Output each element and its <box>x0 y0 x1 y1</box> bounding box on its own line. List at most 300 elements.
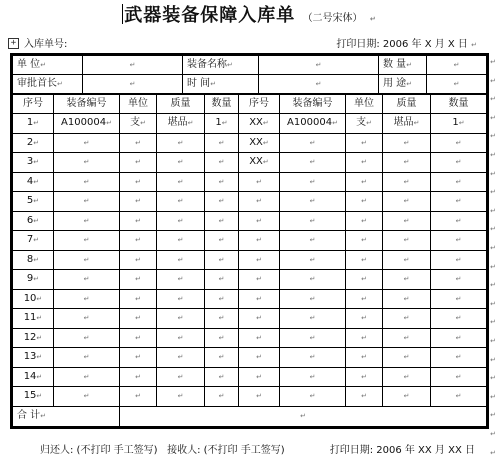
table-cell[interactable] <box>383 153 431 173</box>
table-cell[interactable] <box>239 387 280 407</box>
paragraph-mark: ↵ <box>135 333 141 342</box>
paragraph-mark: ↵ <box>413 119 420 128</box>
paragraph-mark: ↵ <box>33 216 40 225</box>
info-value[interactable] <box>83 75 183 94</box>
column-header-text: 质量 <box>396 98 417 109</box>
table-cell[interactable] <box>120 153 157 173</box>
table-cell-text: 11 <box>23 312 37 324</box>
paragraph-mark: ↵ <box>453 80 460 88</box>
table-cell-text: 4 <box>26 175 34 187</box>
info-label[interactable] <box>183 56 259 75</box>
table-cell[interactable] <box>205 270 239 290</box>
table-cell[interactable] <box>205 328 239 348</box>
table-cell[interactable] <box>54 192 120 212</box>
table-cell-text: XX <box>249 156 263 168</box>
paragraph-mark: ↵ <box>177 333 184 342</box>
table-cell[interactable] <box>346 172 383 192</box>
paragraph-mark: ↵ <box>455 314 462 323</box>
table-cell[interactable] <box>239 328 280 348</box>
table-cell[interactable] <box>54 309 120 329</box>
paragraph-mark: ↵ <box>361 314 367 323</box>
paragraph-mark: ↵ <box>309 333 316 342</box>
paragraph-mark: ↵ <box>36 353 43 362</box>
paragraph-mark: ↵ <box>218 372 225 381</box>
table-cell[interactable] <box>280 367 346 387</box>
paragraph-mark: ↵ <box>36 372 43 381</box>
paragraph-mark: ↵ <box>256 236 262 245</box>
table-cell[interactable] <box>383 270 431 290</box>
table-cell[interactable] <box>383 367 431 387</box>
paragraph-mark: ↵ <box>33 197 40 206</box>
table-cell[interactable] <box>54 172 120 192</box>
paragraph-mark: ↵ <box>256 275 262 284</box>
table-cell[interactable] <box>383 211 431 231</box>
paragraph-mark: ↵ <box>218 236 225 245</box>
table-cell[interactable] <box>120 309 157 329</box>
table-cell[interactable] <box>431 387 487 407</box>
paragraph-mark: ↵ <box>490 262 496 271</box>
paragraph-mark: ↵ <box>455 236 462 245</box>
table-cell[interactable] <box>205 309 239 329</box>
paragraph-mark: ↵ <box>455 353 462 362</box>
info-label-text: 用 途 <box>383 78 407 89</box>
table-cell[interactable] <box>280 192 346 212</box>
table-cell[interactable] <box>383 114 431 134</box>
table-cell[interactable] <box>157 192 205 212</box>
table-cell[interactable] <box>431 328 487 348</box>
table-cell[interactable] <box>13 309 54 329</box>
paragraph-mark: ↵ <box>403 372 410 381</box>
paragraph-mark: ↵ <box>106 119 112 128</box>
paragraph-mark: ↵ <box>218 138 225 147</box>
paragraph-mark: ↵ <box>455 392 462 401</box>
paragraph-mark: ↵ <box>309 177 316 186</box>
table-cell-text: A100004 <box>61 117 107 129</box>
paragraph-mark: ↵ <box>135 236 141 245</box>
table-row <box>13 114 487 134</box>
paragraph-mark: ↵ <box>309 138 316 147</box>
table-cell[interactable] <box>280 250 346 270</box>
table-cell[interactable] <box>280 309 346 329</box>
table-cell[interactable] <box>205 133 239 153</box>
paragraph-mark: ↵ <box>177 177 184 186</box>
paragraph-mark: ↵ <box>135 372 141 381</box>
paragraph-mark: ↵ <box>135 275 141 284</box>
table-cell[interactable] <box>280 348 346 368</box>
table-cell[interactable] <box>120 348 157 368</box>
table-cell[interactable] <box>239 367 280 387</box>
table-cell[interactable] <box>431 192 487 212</box>
table-cell[interactable] <box>239 270 280 290</box>
table-cell[interactable] <box>13 348 54 368</box>
column-header-text: 单位 <box>128 98 148 109</box>
paragraph-mark: ↵ <box>490 113 496 122</box>
table-cell[interactable] <box>383 328 431 348</box>
table-cell[interactable] <box>431 133 487 153</box>
paragraph-mark: ↵ <box>403 216 410 225</box>
info-label[interactable] <box>379 56 427 75</box>
table-cell[interactable] <box>431 289 487 309</box>
table-cell[interactable] <box>157 309 205 329</box>
paragraph-mark: ↵ <box>315 80 322 88</box>
table-cell[interactable] <box>13 367 54 387</box>
table-cell[interactable] <box>239 231 280 251</box>
paragraph-mark: ↵ <box>218 197 225 206</box>
paragraph-mark: ↵ <box>490 58 496 66</box>
table-cell[interactable] <box>346 348 383 368</box>
table-cell[interactable] <box>383 289 431 309</box>
table-cell[interactable] <box>205 231 239 251</box>
table-cell[interactable] <box>280 211 346 231</box>
info-value[interactable] <box>259 56 379 75</box>
table-cell[interactable] <box>120 328 157 348</box>
table-cell-text: 支 <box>130 117 141 129</box>
paragraph-mark: ↵ <box>40 61 47 69</box>
paragraph-mark: ↵ <box>309 236 316 245</box>
table-cell-text: 1 <box>452 117 459 129</box>
paragraph-mark: ↵ <box>403 314 410 323</box>
paragraph-mark: ↵ <box>403 197 410 206</box>
table-cell[interactable] <box>346 387 383 407</box>
paragraph-mark: ↵ <box>361 392 367 401</box>
paragraph-mark: ↵ <box>406 80 413 88</box>
table-move-handle-icon[interactable]: + <box>8 38 19 49</box>
table-cell[interactable] <box>13 231 54 251</box>
info-row <box>13 75 487 94</box>
table-cell[interactable] <box>157 231 205 251</box>
paragraph-mark: ↵ <box>83 216 90 225</box>
table-cell[interactable] <box>205 289 239 309</box>
table-cell[interactable] <box>120 172 157 192</box>
table-cell[interactable] <box>54 348 120 368</box>
table-cell[interactable] <box>280 133 346 153</box>
table-cell[interactable] <box>13 387 54 407</box>
table-cell[interactable] <box>13 211 54 231</box>
table-cell[interactable] <box>157 133 205 153</box>
table-cell[interactable] <box>54 328 120 348</box>
table-cell[interactable] <box>205 172 239 192</box>
table-row <box>13 172 487 192</box>
table-cell[interactable] <box>346 192 383 212</box>
paragraph-mark: ↵ <box>135 216 141 225</box>
table-cell[interactable] <box>239 289 280 309</box>
table-cell[interactable] <box>346 211 383 231</box>
table-cell[interactable] <box>239 250 280 270</box>
paragraph-mark: ↵ <box>218 216 225 225</box>
header-row <box>13 95 487 114</box>
column-header <box>13 95 54 114</box>
table-cell[interactable] <box>13 172 54 192</box>
entry-number-label: 入库单号: <box>24 39 68 50</box>
column-header <box>157 95 205 114</box>
table-cell[interactable] <box>157 250 205 270</box>
table-cell[interactable] <box>54 250 120 270</box>
paragraph-mark: ↵ <box>403 236 410 245</box>
table-cell[interactable] <box>239 133 280 153</box>
table-cell[interactable] <box>239 309 280 329</box>
column-header <box>383 95 431 114</box>
table-cell[interactable] <box>157 348 205 368</box>
info-label[interactable] <box>183 75 259 94</box>
paragraph-mark: ↵ <box>256 353 262 362</box>
table-cell[interactable] <box>280 270 346 290</box>
table-cell[interactable] <box>205 192 239 212</box>
table-row <box>13 387 487 407</box>
table-cell[interactable] <box>205 114 239 134</box>
table-cell[interactable] <box>239 211 280 231</box>
table-cell[interactable] <box>157 211 205 231</box>
table-cell[interactable] <box>54 367 120 387</box>
paragraph-mark: ↵ <box>140 119 146 128</box>
table-cell[interactable] <box>120 231 157 251</box>
paragraph-mark: ↵ <box>455 333 462 342</box>
info-value[interactable] <box>259 75 379 94</box>
paragraph-mark: ↵ <box>83 392 90 401</box>
table-cell[interactable] <box>239 172 280 192</box>
table-cell[interactable] <box>431 348 487 368</box>
table-cell[interactable] <box>54 231 120 251</box>
paragraph-mark: ↵ <box>403 177 410 186</box>
total-label[interactable] <box>13 406 120 426</box>
paragraph-mark: ↵ <box>256 294 262 303</box>
table-cell[interactable] <box>54 153 120 173</box>
table-cell[interactable] <box>54 270 120 290</box>
table-cell[interactable] <box>120 270 157 290</box>
table-cell[interactable] <box>54 289 120 309</box>
paragraph-mark: ↵ <box>129 80 136 88</box>
table-cell[interactable] <box>280 153 346 173</box>
info-label[interactable] <box>13 75 83 94</box>
table-cell[interactable] <box>54 133 120 153</box>
table-cell[interactable] <box>120 133 157 153</box>
paragraph-mark: ↵ <box>361 197 367 206</box>
paragraph-mark: ↵ <box>177 255 184 264</box>
table-cell[interactable] <box>54 211 120 231</box>
paragraph-mark: ↵ <box>406 61 413 69</box>
table-cell[interactable] <box>120 211 157 231</box>
table-cell[interactable] <box>346 367 383 387</box>
table-cell[interactable] <box>431 309 487 329</box>
paragraph-mark: ↵ <box>36 294 43 303</box>
paragraph-mark: ↵ <box>177 197 184 206</box>
paragraph-mark: ↵ <box>490 281 496 290</box>
table-cell[interactable] <box>346 114 383 134</box>
paragraph-mark: ↵ <box>33 255 40 264</box>
info-value[interactable] <box>427 75 487 94</box>
column-header <box>54 95 120 114</box>
paragraph-mark: ↵ <box>490 355 496 364</box>
table-cell[interactable] <box>13 250 54 270</box>
table-cell[interactable] <box>346 133 383 153</box>
table-cell[interactable] <box>383 250 431 270</box>
table-row <box>13 153 487 173</box>
paragraph-mark: ↵ <box>135 197 141 206</box>
table-cell[interactable] <box>431 270 487 290</box>
paragraph-mark: ↵ <box>403 294 410 303</box>
table-cell[interactable] <box>346 289 383 309</box>
paragraph-mark: ↵ <box>218 392 225 401</box>
table-cell[interactable] <box>157 270 205 290</box>
paragraph-mark: ↵ <box>455 275 462 284</box>
table-cell[interactable] <box>157 387 205 407</box>
table-cell[interactable] <box>13 328 54 348</box>
table-cell[interactable] <box>431 231 487 251</box>
column-header <box>120 95 157 114</box>
paragraph-mark: ↵ <box>177 216 184 225</box>
paragraph-mark: ↵ <box>256 392 262 401</box>
paragraph-mark: ↵ <box>83 197 90 206</box>
paragraph-mark: ↵ <box>490 132 496 141</box>
paragraph-mark: ↵ <box>309 353 316 362</box>
table-cell[interactable] <box>205 211 239 231</box>
column-header-text: 序号 <box>249 98 269 109</box>
paragraph-mark: ↵ <box>361 177 367 186</box>
table-cell[interactable] <box>383 172 431 192</box>
table-cell[interactable] <box>13 133 54 153</box>
table-cell[interactable] <box>383 192 431 212</box>
paragraph-mark: ↵ <box>256 372 262 381</box>
paragraph-mark: ↵ <box>218 353 225 362</box>
column-header-text: 装备编号 <box>292 98 333 109</box>
table-cell[interactable] <box>431 114 487 134</box>
table-cell[interactable] <box>205 367 239 387</box>
paragraph-mark: ↵ <box>177 138 184 147</box>
paragraph-mark: ↵ <box>177 392 184 401</box>
info-table <box>12 55 487 94</box>
table-cell[interactable] <box>13 289 54 309</box>
info-label-text: 审批首长 <box>17 78 57 89</box>
table-cell[interactable] <box>431 250 487 270</box>
table-cell-text: 3 <box>26 156 34 168</box>
table-cell[interactable] <box>280 114 346 134</box>
table-cell-text: 8 <box>26 253 34 265</box>
info-label-text: 单 位 <box>17 59 41 70</box>
info-value[interactable] <box>427 56 487 75</box>
table-cell[interactable] <box>346 153 383 173</box>
table-cell[interactable] <box>383 309 431 329</box>
table-cell[interactable] <box>346 328 383 348</box>
table-cell[interactable] <box>205 153 239 173</box>
table-row <box>13 367 487 387</box>
table-cell[interactable] <box>120 387 157 407</box>
table-cell[interactable] <box>157 172 205 192</box>
table-cell[interactable] <box>239 348 280 368</box>
table-cell[interactable] <box>205 250 239 270</box>
paragraph-mark: ↵ <box>458 119 465 128</box>
table-cell[interactable] <box>280 289 346 309</box>
table-cell[interactable] <box>13 270 54 290</box>
total-value[interactable] <box>120 406 487 426</box>
table-cell[interactable] <box>383 231 431 251</box>
table-cell[interactable] <box>157 114 205 134</box>
table-cell[interactable] <box>120 250 157 270</box>
table-cell[interactable] <box>431 367 487 387</box>
table-cell[interactable] <box>239 114 280 134</box>
info-label[interactable] <box>379 75 427 94</box>
paragraph-mark: ↵ <box>490 225 496 234</box>
table-cell[interactable] <box>431 172 487 192</box>
paragraph-mark: ↵ <box>361 333 367 342</box>
paragraph-mark: ↵ <box>36 314 43 323</box>
table-cell[interactable] <box>157 367 205 387</box>
paragraph-mark: ↵ <box>256 197 262 206</box>
paragraph-mark: ↵ <box>135 294 141 303</box>
table-cell[interactable] <box>431 211 487 231</box>
table-cell[interactable] <box>239 192 280 212</box>
table-cell[interactable] <box>239 153 280 173</box>
paragraph-mark: ↵ <box>455 372 462 381</box>
table-cell[interactable] <box>120 192 157 212</box>
table-cell[interactable] <box>346 309 383 329</box>
column-header <box>431 95 487 114</box>
table-cell-text: XX <box>249 117 263 129</box>
table-cell[interactable] <box>280 387 346 407</box>
print-date-footer: 打印日期: 2006 年 XX 月 XX 日 <box>329 445 475 456</box>
info-label-text: 装备名称 <box>187 59 227 70</box>
info-value[interactable] <box>83 56 183 75</box>
table-cell[interactable] <box>13 153 54 173</box>
paragraph-mark: ↵ <box>455 197 462 206</box>
table-cell[interactable] <box>13 114 54 134</box>
paragraph-mark: ↵ <box>361 236 367 245</box>
paragraph-mark: ↵ <box>490 95 496 104</box>
paragraph-mark: ↵ <box>83 177 90 186</box>
table-cell[interactable] <box>120 367 157 387</box>
table-cell[interactable] <box>383 133 431 153</box>
paragraph-mark: ↵ <box>135 255 141 264</box>
paragraph-mark: ↵ <box>83 255 90 264</box>
table-cell[interactable] <box>120 289 157 309</box>
table-cell[interactable] <box>383 348 431 368</box>
table-cell-text: 15 <box>23 390 37 402</box>
paragraph-mark: ↵ <box>218 158 225 167</box>
table-cell[interactable] <box>280 328 346 348</box>
paragraph-mark: ↵ <box>83 275 90 284</box>
paragraph-mark: ↵ <box>33 236 40 245</box>
table-cell[interactable] <box>280 172 346 192</box>
table-cell[interactable] <box>157 153 205 173</box>
table-row <box>13 250 487 270</box>
table-cell[interactable] <box>157 328 205 348</box>
column-header-text: 装备编号 <box>66 98 107 109</box>
table-cell[interactable] <box>54 387 120 407</box>
table-cell[interactable] <box>346 270 383 290</box>
table-cell[interactable] <box>346 231 383 251</box>
paragraph-mark: ↵ <box>361 372 367 381</box>
table-cell[interactable] <box>13 192 54 212</box>
table-cell[interactable] <box>346 250 383 270</box>
table-cell-text: 堪品 <box>167 117 188 129</box>
table-cell[interactable] <box>431 153 487 173</box>
paragraph-mark: ↵ <box>83 138 90 147</box>
table-cell-text: XX <box>249 136 263 148</box>
table-cell[interactable] <box>205 348 239 368</box>
table-cell[interactable] <box>205 387 239 407</box>
table-cell[interactable] <box>280 231 346 251</box>
paragraph-mark: ↵ <box>135 314 141 323</box>
table-cell[interactable] <box>157 289 205 309</box>
table-cell[interactable] <box>120 114 157 134</box>
table-cell[interactable] <box>54 114 120 134</box>
table-cell-text: 1 <box>215 117 222 129</box>
paragraph-mark: ↵ <box>256 216 262 225</box>
paragraph-mark: ↵ <box>262 158 269 167</box>
info-label[interactable] <box>13 56 83 75</box>
table-cell-text: 9 <box>26 273 34 285</box>
table-cell[interactable] <box>383 387 431 407</box>
title-text: 武器装备保障入库单 <box>124 5 296 26</box>
paragraph-mark: ↵ <box>57 80 63 88</box>
